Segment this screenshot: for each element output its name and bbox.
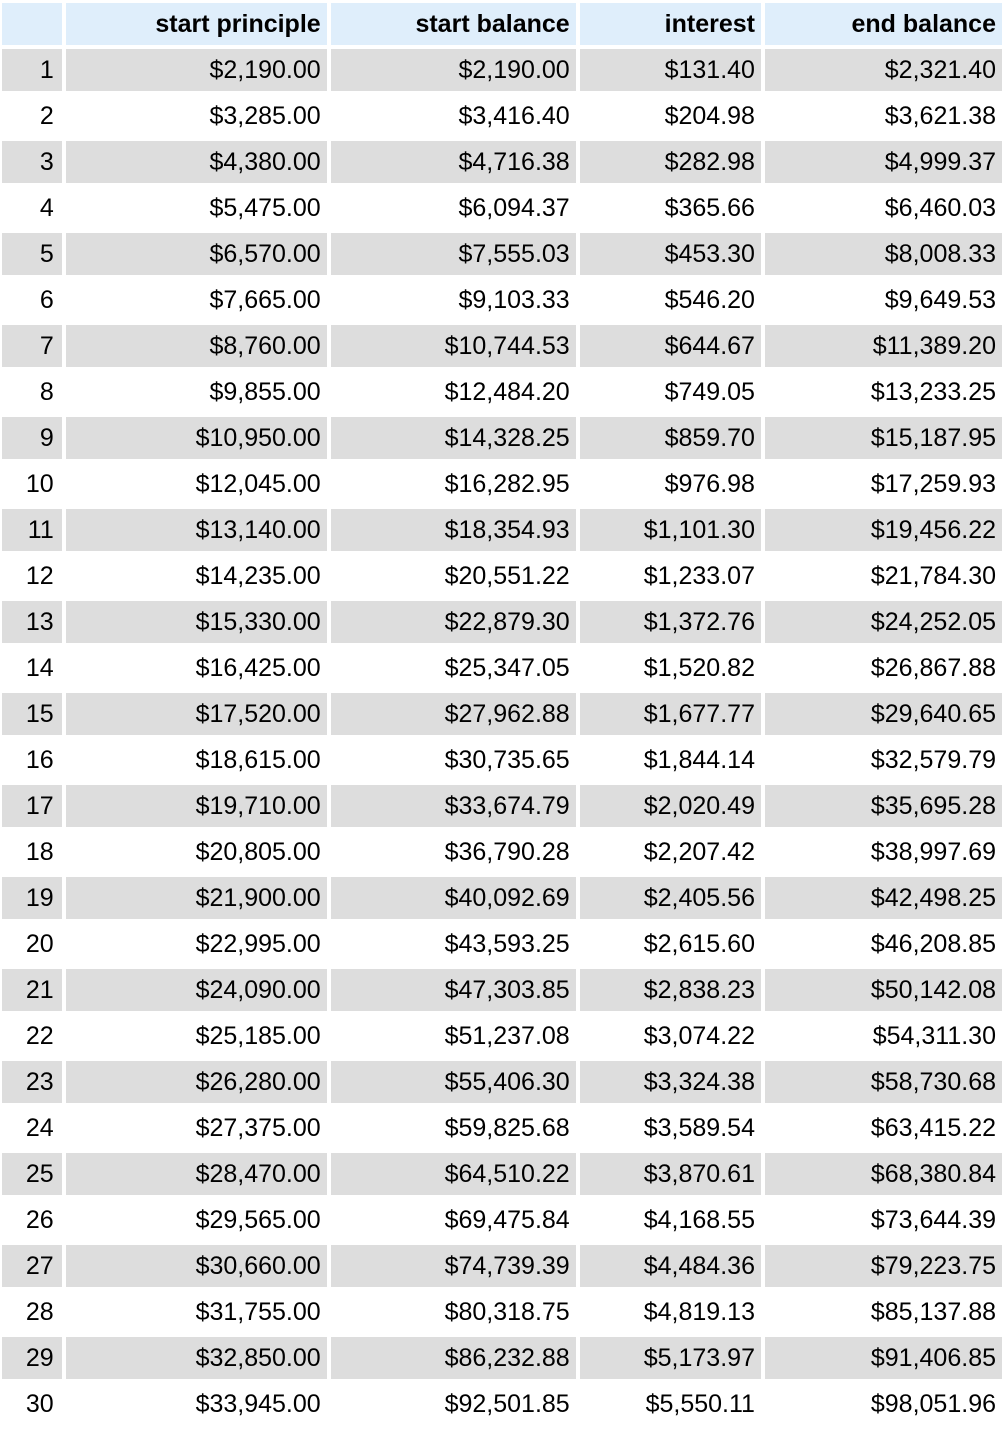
row-number-cell: 4	[2, 187, 62, 229]
end-balance-cell: $85,137.88	[765, 1291, 1002, 1333]
start-principle-cell: $32,850.00	[66, 1337, 327, 1379]
row-number-cell: 7	[2, 325, 62, 367]
row-number-cell: 28	[2, 1291, 62, 1333]
table-row	[2, 1337, 1002, 1379]
start-balance-cell: $40,092.69	[331, 877, 576, 919]
start-balance-cell: $55,406.30	[331, 1061, 576, 1103]
start-principle-cell: $6,570.00	[66, 233, 327, 275]
row-number-cell: 16	[2, 739, 62, 781]
end-balance-cell: $68,380.84	[765, 1153, 1002, 1195]
end-balance-cell: $46,208.85	[765, 923, 1002, 965]
row-number-cell: 8	[2, 371, 62, 413]
end-balance-cell: $50,142.08	[765, 969, 1002, 1011]
interest-cell: $4,819.13	[580, 1291, 761, 1333]
start-balance-cell: $7,555.03	[331, 233, 576, 275]
interest-cell: $2,615.60	[580, 923, 761, 965]
table-row	[2, 1199, 1002, 1241]
end-balance-cell: $11,389.20	[765, 325, 1002, 367]
end-balance-cell: $54,311.30	[765, 1015, 1002, 1057]
header-row	[2, 3, 1002, 45]
start-principle-cell: $33,945.00	[66, 1383, 327, 1425]
interest-cell: $2,020.49	[580, 785, 761, 827]
start-principle-cell: $10,950.00	[66, 417, 327, 459]
table-row	[2, 969, 1002, 1011]
end-balance-cell: $98,051.96	[765, 1383, 1002, 1425]
interest-cell: $546.20	[580, 279, 761, 321]
interest-cell: $2,838.23	[580, 969, 761, 1011]
interest-cell: $4,484.36	[580, 1245, 761, 1287]
table-row	[2, 1107, 1002, 1149]
row-number-cell: 17	[2, 785, 62, 827]
start-principle-cell: $20,805.00	[66, 831, 327, 873]
start-principle-cell: $4,380.00	[66, 141, 327, 183]
table-row	[2, 233, 1002, 275]
row-number-cell: 13	[2, 601, 62, 643]
header-row-number	[2, 3, 62, 45]
row-number-cell: 9	[2, 417, 62, 459]
start-principle-cell: $17,520.00	[66, 693, 327, 735]
table-row	[2, 1383, 1002, 1425]
interest-cell: $204.98	[580, 95, 761, 137]
table-row	[2, 417, 1002, 459]
end-balance-cell: $29,640.65	[765, 693, 1002, 735]
start-balance-cell: $12,484.20	[331, 371, 576, 413]
row-number-cell: 19	[2, 877, 62, 919]
end-balance-cell: $42,498.25	[765, 877, 1002, 919]
row-number-cell: 14	[2, 647, 62, 689]
end-balance-cell: $19,456.22	[765, 509, 1002, 551]
interest-cell: $1,520.82	[580, 647, 761, 689]
end-balance-cell: $4,999.37	[765, 141, 1002, 183]
table-row	[2, 95, 1002, 137]
end-balance-cell: $2,321.40	[765, 49, 1002, 91]
table-row	[2, 1245, 1002, 1287]
header-interest: interest	[580, 3, 761, 45]
start-balance-cell: $80,318.75	[331, 1291, 576, 1333]
end-balance-cell: $32,579.79	[765, 739, 1002, 781]
interest-cell: $859.70	[580, 417, 761, 459]
table-row	[2, 923, 1002, 965]
interest-cell: $644.67	[580, 325, 761, 367]
start-principle-cell: $13,140.00	[66, 509, 327, 551]
start-principle-cell: $12,045.00	[66, 463, 327, 505]
start-balance-cell: $18,354.93	[331, 509, 576, 551]
interest-cell: $749.05	[580, 371, 761, 413]
interest-cell: $365.66	[580, 187, 761, 229]
interest-cell: $1,677.77	[580, 693, 761, 735]
table-row	[2, 463, 1002, 505]
table-row	[2, 1015, 1002, 1057]
interest-cell: $1,101.30	[580, 509, 761, 551]
interest-cell: $1,233.07	[580, 555, 761, 597]
start-balance-cell: $47,303.85	[331, 969, 576, 1011]
start-principle-cell: $3,285.00	[66, 95, 327, 137]
interest-cell: $976.98	[580, 463, 761, 505]
start-balance-cell: $33,674.79	[331, 785, 576, 827]
table-row	[2, 1153, 1002, 1195]
start-principle-cell: $14,235.00	[66, 555, 327, 597]
start-principle-cell: $29,565.00	[66, 1199, 327, 1241]
end-balance-cell: $79,223.75	[765, 1245, 1002, 1287]
table-row	[2, 279, 1002, 321]
interest-cell: $2,207.42	[580, 831, 761, 873]
interest-cell: $3,324.38	[580, 1061, 761, 1103]
interest-cell: $2,405.56	[580, 877, 761, 919]
row-number-cell: 10	[2, 463, 62, 505]
start-balance-cell: $10,744.53	[331, 325, 576, 367]
end-balance-cell: $15,187.95	[765, 417, 1002, 459]
start-principle-cell: $5,475.00	[66, 187, 327, 229]
table-row	[2, 49, 1002, 91]
start-balance-cell: $14,328.25	[331, 417, 576, 459]
header-start-balance: start balance	[331, 3, 576, 45]
table-row	[2, 1061, 1002, 1103]
start-balance-cell: $9,103.33	[331, 279, 576, 321]
start-balance-cell: $27,962.88	[331, 693, 576, 735]
interest-cell: $5,173.97	[580, 1337, 761, 1379]
start-principle-cell: $19,710.00	[66, 785, 327, 827]
table-row	[2, 141, 1002, 183]
table-row	[2, 831, 1002, 873]
end-balance-cell: $73,644.39	[765, 1199, 1002, 1241]
interest-cell: $5,550.11	[580, 1383, 761, 1425]
start-balance-cell: $22,879.30	[331, 601, 576, 643]
end-balance-cell: $24,252.05	[765, 601, 1002, 643]
start-balance-cell: $64,510.22	[331, 1153, 576, 1195]
end-balance-cell: $17,259.93	[765, 463, 1002, 505]
start-balance-cell: $2,190.00	[331, 49, 576, 91]
row-number-cell: 27	[2, 1245, 62, 1287]
start-balance-cell: $25,347.05	[331, 647, 576, 689]
table-row	[2, 647, 1002, 689]
interest-cell: $131.40	[580, 49, 761, 91]
interest-cell: $282.98	[580, 141, 761, 183]
start-balance-cell: $6,094.37	[331, 187, 576, 229]
table-row	[2, 371, 1002, 413]
end-balance-cell: $91,406.85	[765, 1337, 1002, 1379]
start-principle-cell: $18,615.00	[66, 739, 327, 781]
table-row	[2, 601, 1002, 643]
interest-cell: $3,589.54	[580, 1107, 761, 1149]
end-balance-cell: $26,867.88	[765, 647, 1002, 689]
table-row	[2, 785, 1002, 827]
row-number-cell: 20	[2, 923, 62, 965]
row-number-cell: 15	[2, 693, 62, 735]
interest-cell: $453.30	[580, 233, 761, 275]
interest-cell: $3,870.61	[580, 1153, 761, 1195]
table-row	[2, 555, 1002, 597]
row-number-cell: 1	[2, 49, 62, 91]
start-balance-cell: $74,739.39	[331, 1245, 576, 1287]
start-balance-cell: $30,735.65	[331, 739, 576, 781]
start-balance-cell: $51,237.08	[331, 1015, 576, 1057]
interest-cell: $1,372.76	[580, 601, 761, 643]
start-principle-cell: $24,090.00	[66, 969, 327, 1011]
row-number-cell: 30	[2, 1383, 62, 1425]
end-balance-cell: $63,415.22	[765, 1107, 1002, 1149]
row-number-cell: 26	[2, 1199, 62, 1241]
start-balance-cell: $59,825.68	[331, 1107, 576, 1149]
row-number-cell: 22	[2, 1015, 62, 1057]
end-balance-cell: $9,649.53	[765, 279, 1002, 321]
row-number-cell: 6	[2, 279, 62, 321]
table-body	[2, 49, 1002, 1425]
start-principle-cell: $2,190.00	[66, 49, 327, 91]
start-balance-cell: $3,416.40	[331, 95, 576, 137]
row-number-cell: 2	[2, 95, 62, 137]
start-principle-cell: $27,375.00	[66, 1107, 327, 1149]
row-number-cell: 21	[2, 969, 62, 1011]
table-row	[2, 509, 1002, 551]
row-number-cell: 29	[2, 1337, 62, 1379]
start-principle-cell: $21,900.00	[66, 877, 327, 919]
start-principle-cell: $8,760.00	[66, 325, 327, 367]
end-balance-cell: $35,695.28	[765, 785, 1002, 827]
row-number-cell: 23	[2, 1061, 62, 1103]
row-number-cell: 25	[2, 1153, 62, 1195]
start-balance-cell: $69,475.84	[331, 1199, 576, 1241]
start-principle-cell: $26,280.00	[66, 1061, 327, 1103]
row-number-cell: 11	[2, 509, 62, 551]
start-principle-cell: $25,185.00	[66, 1015, 327, 1057]
start-balance-cell: $20,551.22	[331, 555, 576, 597]
row-number-cell: 3	[2, 141, 62, 183]
header-end-balance: end balance	[765, 3, 1002, 45]
table-row	[2, 693, 1002, 735]
start-balance-cell: $86,232.88	[331, 1337, 576, 1379]
start-principle-cell: $22,995.00	[66, 923, 327, 965]
table-row	[2, 325, 1002, 367]
start-balance-cell: $4,716.38	[331, 141, 576, 183]
start-balance-cell: $16,282.95	[331, 463, 576, 505]
start-principle-cell: $15,330.00	[66, 601, 327, 643]
interest-cell: $3,074.22	[580, 1015, 761, 1057]
start-balance-cell: $36,790.28	[331, 831, 576, 873]
start-principle-cell: $31,755.00	[66, 1291, 327, 1333]
table-row	[2, 877, 1002, 919]
row-number-cell: 24	[2, 1107, 62, 1149]
start-principle-cell: $16,425.00	[66, 647, 327, 689]
row-number-cell: 5	[2, 233, 62, 275]
start-balance-cell: $43,593.25	[331, 923, 576, 965]
header-start-principle: start principle	[66, 3, 327, 45]
end-balance-cell: $21,784.30	[765, 555, 1002, 597]
end-balance-cell: $6,460.03	[765, 187, 1002, 229]
start-principle-cell: $9,855.00	[66, 371, 327, 413]
interest-cell: $4,168.55	[580, 1199, 761, 1241]
row-number-cell: 12	[2, 555, 62, 597]
start-principle-cell: $28,470.00	[66, 1153, 327, 1195]
end-balance-cell: $58,730.68	[765, 1061, 1002, 1103]
start-principle-cell: $30,660.00	[66, 1245, 327, 1287]
table-row	[2, 187, 1002, 229]
table-row	[2, 739, 1002, 781]
table-row	[2, 1291, 1002, 1333]
row-number-cell: 18	[2, 831, 62, 873]
start-principle-cell: $7,665.00	[66, 279, 327, 321]
end-balance-cell: $8,008.33	[765, 233, 1002, 275]
start-balance-cell: $92,501.85	[331, 1383, 576, 1425]
end-balance-cell: $13,233.25	[765, 371, 1002, 413]
end-balance-cell: $38,997.69	[765, 831, 1002, 873]
interest-cell: $1,844.14	[580, 739, 761, 781]
end-balance-cell: $3,621.38	[765, 95, 1002, 137]
